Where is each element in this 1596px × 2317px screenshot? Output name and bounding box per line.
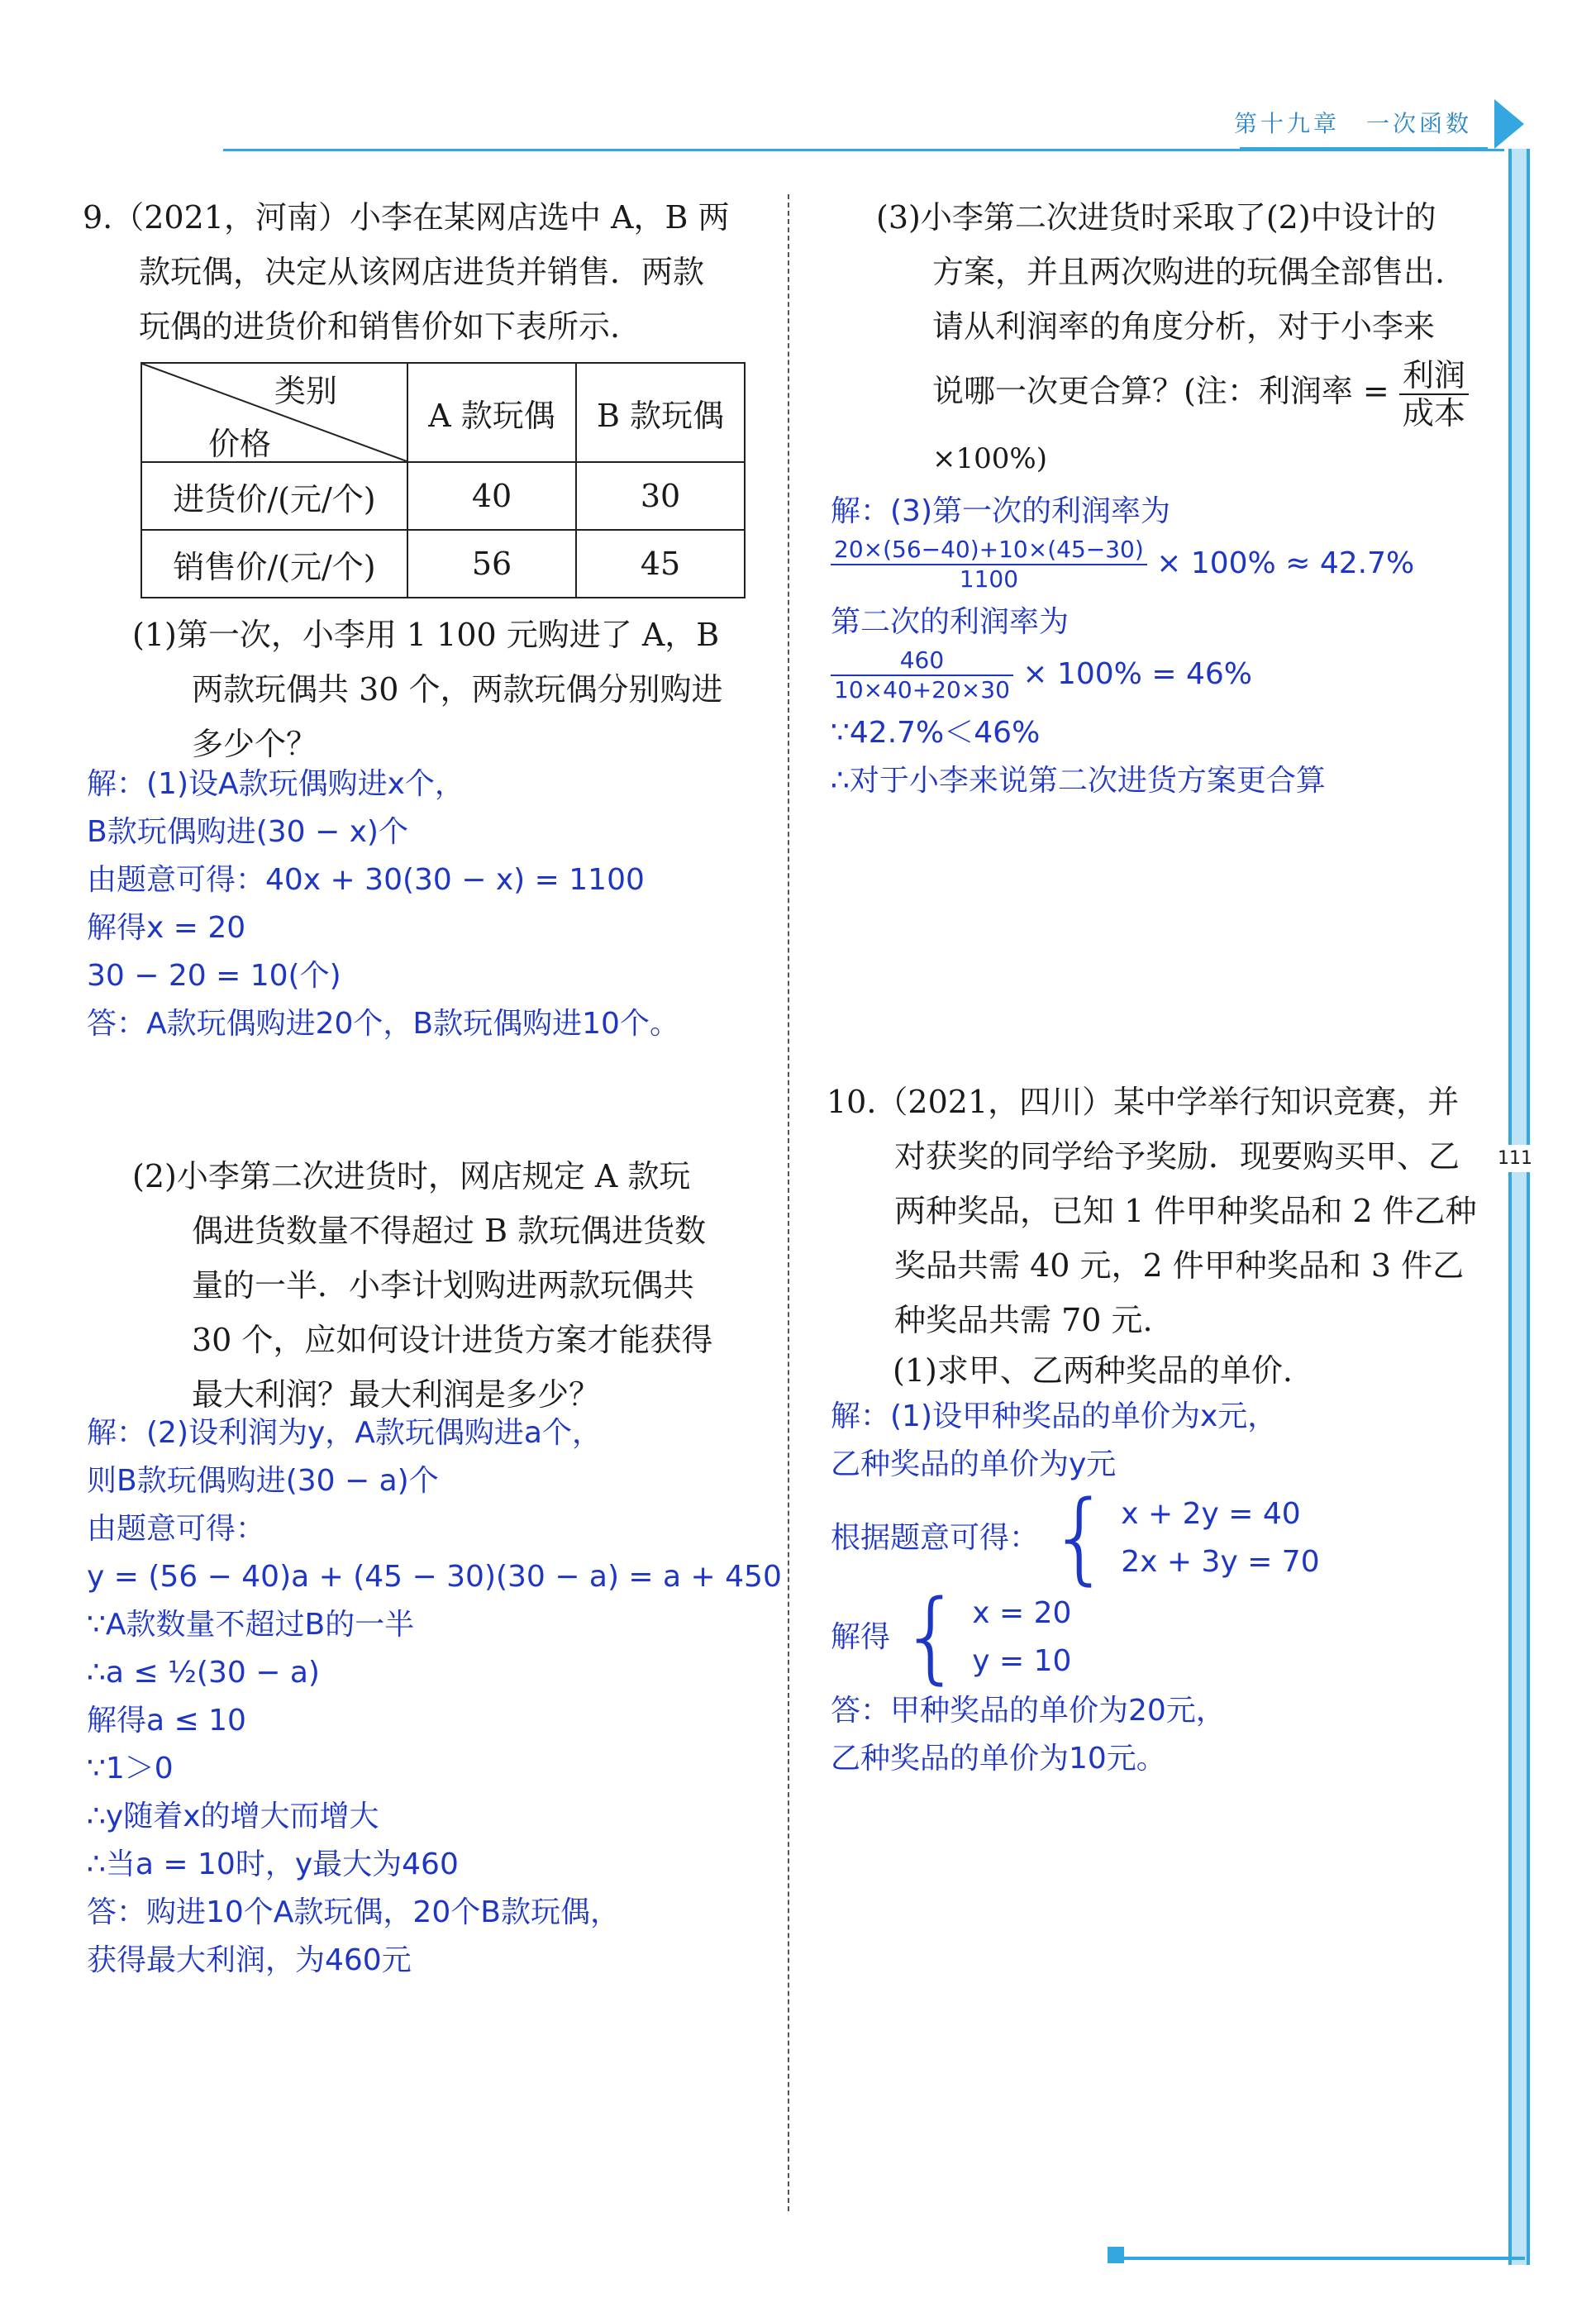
brace-icon: { xyxy=(899,1580,963,1695)
footer-rule xyxy=(1108,2257,1525,2260)
fraction-tail: × 100% = 46% xyxy=(1022,657,1252,691)
answer-line xyxy=(831,646,1414,704)
part-line: 最大利润？最大利润是多少？ xyxy=(192,1376,601,1413)
table-row xyxy=(141,462,745,530)
fraction-denominator: 成本 xyxy=(1402,394,1465,431)
solution-system xyxy=(972,1590,1071,1685)
answer-line: 第二次的利润率为 xyxy=(831,605,1070,639)
part-line: 偶进货数量不得超过 B 款玩偶进货数 xyxy=(192,1213,707,1249)
q10-stem-line: 奖品共需 40 元，2 件甲种奖品和 3 件乙 xyxy=(894,1247,1465,1284)
q10-stem-line: 两种奖品，已知 1 件甲种奖品和 2 件乙种 xyxy=(894,1193,1477,1229)
part-line: 方案，并且两次购进的玩偶全部售出. xyxy=(932,254,1446,290)
q9-stem-line: 玩偶的进货价和销售价如下表所示. xyxy=(139,308,621,345)
brace-icon: { xyxy=(1048,1480,1112,1595)
answer-line xyxy=(831,1480,1320,1595)
answer-line: y = (56 − 40)a + (45 − 30)(30 − a) = a + 450 xyxy=(87,1560,782,1594)
answer-line xyxy=(831,1580,1320,1695)
part-line xyxy=(876,354,1469,431)
q9-part2 xyxy=(132,1149,712,1422)
part-line: 多少个？ xyxy=(192,726,318,762)
answer-line: 解：(2)设利润为y，A款玩偶购进a个， xyxy=(87,1416,602,1450)
fraction-numerator: 460 xyxy=(831,646,1013,676)
cell-value: 45 xyxy=(576,530,745,598)
cell-value: 30 xyxy=(576,462,745,530)
answer-line: 由题意可得： xyxy=(87,1512,266,1546)
q9-answer3 xyxy=(831,488,1414,805)
answer-line: 由题意可得：40x + 30(30 − x) = 1100 xyxy=(87,863,645,897)
header-col-a: A 款玩偶 xyxy=(407,363,576,462)
chapter-title: 第十九章 一次函数 xyxy=(1233,110,1472,137)
answer-line: 解得x = 20 xyxy=(87,911,246,945)
q10-part1: (1)求甲、乙两种奖品的单价. xyxy=(893,1352,1293,1389)
answer-line: 答：甲种奖品的单价为20元， xyxy=(831,1694,1226,1728)
answer-line: ∵1＞0 xyxy=(87,1752,174,1785)
answer-line: 解：(1)设甲种奖品的单价为x元， xyxy=(831,1399,1278,1433)
answer-line: 则B款玩偶购进(30 − a)个 xyxy=(87,1464,439,1498)
column-divider xyxy=(788,194,789,2211)
answer-line: ∵A款数量不超过B的一半 xyxy=(87,1608,415,1642)
answer-line: 获得最大利润，为460元 xyxy=(87,1943,412,1977)
equation: x + 2y = 40 xyxy=(1121,1497,1301,1531)
q9-stem-line: 款玩偶，决定从该网店进货并销售．两款 xyxy=(139,254,705,290)
answer-line: 解：(3)第一次的利润率为 xyxy=(831,494,1170,528)
footer-square-icon xyxy=(1108,2247,1124,2263)
fraction-denominator: 1100 xyxy=(959,565,1019,593)
answer-line: 答：购进10个A款玩偶，20个B款玩偶， xyxy=(87,1895,620,1929)
page-number: 111 xyxy=(1496,1145,1534,1172)
table-corner-cell xyxy=(141,363,407,462)
answer-text: 根据题意可得： xyxy=(831,1521,1040,1555)
header-rule xyxy=(223,149,1504,151)
answer-line: 解得a ≤ 10 xyxy=(87,1704,246,1738)
q9-answer1 xyxy=(87,760,679,1048)
q10-stem-line: 10.（2021，四川）某中学举行知识竞赛，并 xyxy=(827,1084,1460,1120)
margin-bar xyxy=(1508,149,1530,2265)
answer-line: ∴a ≤ ½(30 − a) xyxy=(87,1656,320,1690)
answer-line: 答：A款玩偶购进20个，B款玩偶购进10个。 xyxy=(87,1007,679,1041)
answer-line: 乙种奖品的单价为10元。 xyxy=(831,1742,1166,1776)
profit-rate-fraction xyxy=(1399,357,1469,431)
corner-label-category: 类别 xyxy=(274,373,338,409)
cell-value: 40 xyxy=(407,462,576,530)
part-text: 说哪一次更合算？(注：利润率 = xyxy=(932,373,1389,409)
answer-text: 解得 xyxy=(831,1620,891,1654)
part-line: 30 个，应如何设计进货方案才能获得 xyxy=(192,1322,713,1358)
part-line: (2)小李第二次进货时，网店规定 A 款玩 xyxy=(132,1158,691,1194)
solution: x = 20 xyxy=(972,1596,1072,1630)
q10-stem-line: 种奖品共需 70 元. xyxy=(894,1302,1153,1338)
part-line: (1)第一次，小李用 1 100 元购进了 A，B xyxy=(132,617,720,653)
q10-answer1 xyxy=(831,1393,1320,1783)
equation-system xyxy=(1121,1490,1319,1586)
q10-stem xyxy=(827,1075,1477,1347)
equation: 2x + 3y = 70 xyxy=(1121,1545,1320,1579)
part-line: 请从利润率的角度分析，对于小李来 xyxy=(932,308,1436,345)
row-label: 销售价/(元/个) xyxy=(141,530,407,598)
q9-part1 xyxy=(132,608,723,771)
q9-stem xyxy=(83,190,730,354)
rate-fraction-1 xyxy=(831,536,1147,594)
row-label: 进货价/(元/个) xyxy=(141,462,407,530)
q9-stem-line: 9.（2021，河南）小李在某网店选中 A，B 两 xyxy=(83,199,730,236)
answer-line: 乙种奖品的单价为y元 xyxy=(831,1447,1117,1481)
fraction-numerator: 20×(56−40)+10×(45−30) xyxy=(831,536,1147,565)
part-line: (3)小李第二次进货时采取了(2)中设计的 xyxy=(876,199,1436,236)
solution: y = 10 xyxy=(972,1644,1072,1678)
price-table xyxy=(141,362,746,598)
header-arrow-icon xyxy=(1494,99,1524,149)
cell-value: 56 xyxy=(407,530,576,598)
fraction-denominator: 10×40+20×30 xyxy=(834,676,1010,703)
answer-line: ∴y随着x的增大而增大 xyxy=(87,1800,379,1833)
part-line: 量的一半．小李计划购进两款玩偶共 xyxy=(192,1267,695,1304)
q10-stem-line: 对获奖的同学给予奖励．现要购买甲、乙 xyxy=(894,1138,1460,1175)
answer-line xyxy=(831,536,1414,594)
answer-line: B款玩偶购进(30 − x)个 xyxy=(87,815,408,849)
q9-answer2 xyxy=(87,1409,782,1985)
rate-fraction-2 xyxy=(831,646,1013,704)
q9-part3 xyxy=(876,190,1469,486)
header-col-b: B 款玩偶 xyxy=(576,363,745,462)
answer-line: ∴当a = 10时，y最大为460 xyxy=(87,1847,459,1881)
answer-line: 解：(1)设A款玩偶购进x个， xyxy=(87,767,465,801)
answer-line: ∵42.7%＜46% xyxy=(831,716,1041,750)
fraction-tail: × 100% ≈ 42.7% xyxy=(1156,546,1415,580)
answer-line: 30 − 20 = 10(个) xyxy=(87,959,341,993)
corner-label-price: 价格 xyxy=(208,426,272,462)
answer-line: ∴对于小李来说第二次进货方案更合算 xyxy=(831,764,1326,798)
part-line: ×100%) xyxy=(932,441,1047,475)
fraction-numerator: 利润 xyxy=(1399,357,1469,395)
table-row xyxy=(141,530,745,598)
part-line: 两款玩偶共 30 个，两款玩偶分别购进 xyxy=(192,671,723,708)
